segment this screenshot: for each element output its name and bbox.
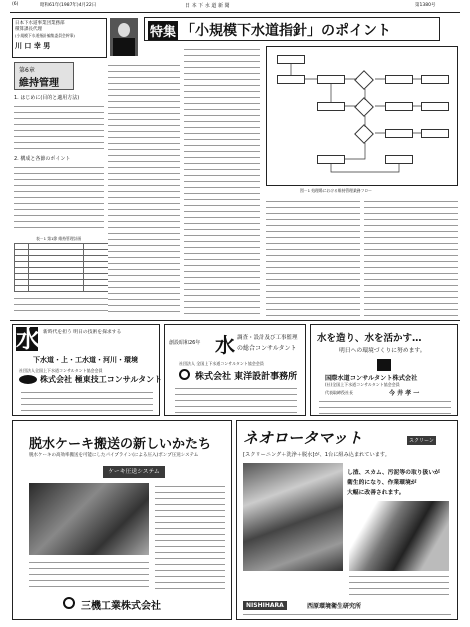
kokusai-sub: 明日への環境づくりに努めます。 [339, 348, 426, 354]
toyo-mark-icon [179, 369, 190, 380]
issue-number: 第1380号 [415, 3, 436, 8]
flowchart-connectors [267, 47, 457, 185]
toyo-member: 社団法人 全国上下水道コンサルタント協会会員 [179, 361, 264, 366]
sanki-logo-icon [63, 597, 75, 609]
ad-sanki [12, 420, 232, 620]
neoro-footer-brand: NISHIHARA [243, 601, 287, 610]
flowchart-caption: 図－1 処理場における維持管理業務フロー [300, 188, 372, 193]
kokusai-member: (社)全国上下水道コンサルタント協会会員 [325, 382, 400, 387]
neoro-brand: ネオロータマット [243, 429, 363, 447]
masthead [0, 2, 470, 12]
mizu-logo-icon: 水 [16, 325, 40, 353]
author-org-3: (小規模下水道指針編集委員会幹事) [15, 33, 75, 38]
ad-neoro [236, 420, 458, 620]
neoro-copy-1: し渣、スカム、汚泥等の取り扱いが [347, 470, 440, 476]
feature-tag: 特集 [148, 21, 178, 40]
neoro-footer-addresses [243, 611, 451, 618]
author-block [12, 18, 107, 58]
neoro-brand-sub: スクリーン [409, 438, 434, 444]
toyo-services-2: の総合コンサルタント [237, 345, 297, 352]
toyo-company: 株式会社 東洋設計事務所 [195, 372, 298, 382]
kokusai-company: 国際水道コンサルタント株式会社 [325, 375, 418, 382]
kyokuto-company: 株式会社 極東技工コンサルタント [40, 375, 163, 384]
kokusai-rep-name: 今 井 孝 一 [389, 390, 420, 397]
kyokuto-services: 下水道・上・工水道・河川・環境 [33, 356, 138, 364]
author-suit [113, 38, 135, 56]
feature-title: 「小規模下水道指針」のポイント [181, 23, 392, 39]
kyokuto-catch: 新時代を担う 明日の技術を探求する [43, 330, 122, 335]
kokusai-rep-label: 代表取締役社長 [325, 390, 353, 395]
neoro-footer-company: 西原環境衛生研究所 [307, 603, 362, 610]
chapter-box [14, 62, 74, 90]
feature-title-frame [144, 17, 440, 41]
neoro-copy-2: 衛生的になり、作業環境が [347, 480, 417, 486]
toyo-mizu-icon: 水 [215, 333, 235, 357]
ad-section-rule [10, 320, 460, 321]
sanki-equipment-photo [29, 483, 149, 555]
kokusai-headline: 水を造り、水を活かす… [317, 333, 422, 344]
kokusai-logo-icon [377, 359, 391, 371]
ad-kokusai [310, 324, 458, 416]
neoro-tagline: [スクリーニング＋洗浄＋脱水]が、1台に組み込まれています。 [243, 452, 390, 458]
kyokuto-member: 社団法人全国上下水道コンサルタント協会会員 [19, 368, 103, 373]
table-caption: 表－1 第1節 維持管理計画 [36, 236, 82, 241]
body-text-1 [14, 103, 104, 153]
sanki-sub: 脱水ケーキの高効率搬送を可能にしたパイプライン(による圧入)ポンプ圧送システム [29, 453, 199, 458]
sanki-headline: 脱水ケーキ搬送の新しいかたち [29, 437, 212, 452]
neoro-machine-photo [243, 463, 343, 571]
section-heading-2: 2. 構成と各節のポイント [14, 156, 71, 162]
neoro-diagram-photo [349, 501, 449, 571]
author-name: 川 口 幸 男 [15, 42, 51, 50]
kyokuto-mark-icon [19, 375, 37, 384]
page-number: (6) [12, 2, 19, 7]
kokusai-addresses [319, 398, 451, 414]
masthead-rule [10, 12, 460, 13]
sanki-system-label: ケーキ圧送システム [103, 466, 165, 478]
neoro-specs [349, 573, 449, 595]
kyokuto-addresses [21, 389, 153, 413]
author-face [118, 23, 130, 37]
neoro-copy-3: 大幅に改善されます。 [347, 490, 405, 496]
author-org-2: 積算課長代理 [15, 27, 42, 32]
section-heading-1: 1. はじめに(目的と適用方法) [14, 95, 80, 101]
ad-toyo [164, 324, 306, 416]
sanki-company: 三機工業株式会社 [81, 601, 161, 612]
chapter-title: 維持管理 [19, 78, 59, 89]
sanki-description [155, 483, 225, 591]
toyo-addresses [175, 385, 297, 413]
toyo-founded: 創設昭和26年 [169, 340, 201, 346]
paper-name: 日 本 下 水 道 新 聞 [185, 3, 230, 9]
chapter-number: 第6章 [19, 67, 35, 74]
author-photo [110, 18, 138, 56]
flowchart-frame [266, 46, 458, 186]
author-org-1: 日本下水道事業団業務部 [15, 21, 65, 26]
ad-kyokuto [12, 324, 163, 416]
sanki-features [29, 559, 149, 589]
body-text-4 [108, 62, 180, 312]
toyo-services-1: 調査・設計及び工事監理 [237, 335, 298, 341]
body-text-2 [14, 164, 104, 232]
body-text-6 [266, 198, 360, 316]
date-line: 昭和61年(1987年)4月22日 [40, 3, 97, 8]
body-text-5 [184, 46, 260, 314]
body-text-7 [364, 198, 458, 316]
